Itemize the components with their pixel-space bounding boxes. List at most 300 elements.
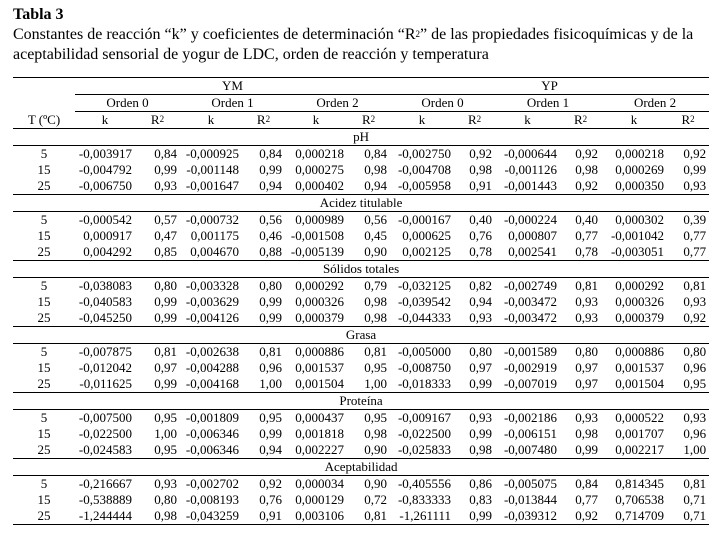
r2-value-cell: 0,39 — [683, 212, 707, 227]
temperature-cell: 15 — [37, 492, 51, 507]
r2-value-cell: 0,88 — [259, 244, 282, 259]
k-value-cell: 0,000275 — [295, 162, 344, 177]
k-value-cell: 0,001504 — [295, 376, 344, 391]
k-value-cell: 0,714709 — [601, 508, 667, 525]
r2-value-cell: 0,79 — [364, 278, 388, 293]
temperature-cell: 5 — [40, 146, 48, 161]
table-row — [13, 310, 709, 327]
k-value-cell: -0,011625 — [79, 376, 132, 391]
header-r2-base: R — [361, 112, 371, 127]
header-r2 — [242, 112, 285, 129]
k-value-cell: -0,004126 — [185, 310, 239, 325]
header-r2 — [560, 112, 601, 129]
k-value-cell: 0,000379 — [615, 310, 665, 325]
k-value-cell: -0,001148 — [186, 162, 239, 177]
k-value-cell: 0,002541 — [508, 244, 558, 259]
k-value-cell: -0,216667 — [78, 476, 132, 491]
k-value-cell: 0,000034 — [295, 476, 344, 491]
table-row — [13, 178, 709, 195]
r2-value-cell: 0,71 — [667, 508, 709, 525]
k-value-cell: 0,000522 — [615, 410, 665, 425]
r2-value-cell: 0,76 — [259, 492, 282, 507]
k-value-cell: 0,000350 — [615, 178, 665, 193]
r2-value-cell: 0,98 — [135, 508, 180, 525]
r2-value-cell: 0,99 — [154, 162, 177, 177]
r2-value-cell: 0,81 — [683, 476, 707, 491]
r2-value-cell: 0,93 — [683, 410, 707, 425]
k-value-cell: -0,039312 — [495, 508, 560, 525]
r2-value-cell: 0,40 — [575, 212, 599, 227]
header-k: k — [495, 112, 560, 129]
r2-value-cell: 0,94 — [469, 294, 493, 309]
k-value-cell: -0,043259 — [180, 508, 242, 525]
r2-value-cell: 0,72 — [364, 492, 388, 507]
k-value-cell: -0,000542 — [78, 212, 132, 227]
k-value-cell: -0,000224 — [503, 212, 558, 227]
k-value-cell: 0,000269 — [615, 162, 665, 177]
r2-value-cell: 0,92 — [259, 476, 282, 491]
r2-value-cell: 0,98 — [364, 294, 388, 309]
r2-value-cell: 0,97 — [575, 376, 599, 391]
r2-value-cell: 0,80 — [575, 344, 599, 359]
table-row — [13, 426, 709, 442]
r2-value-cell: 0,92 — [575, 146, 599, 161]
r2-value-cell: 0,97 — [575, 360, 599, 375]
header-order: Orden 0 — [75, 95, 180, 112]
header-r2 — [347, 112, 390, 129]
k-value-cell: -0,025833 — [397, 442, 452, 457]
k-value-cell: -0,000925 — [185, 146, 239, 161]
k-value-cell: 0,000302 — [615, 212, 665, 227]
table-row — [13, 376, 709, 393]
k-value-cell: 0,706538 — [615, 492, 665, 507]
k-value-cell: 0,002125 — [402, 244, 452, 259]
r2-value-cell: 0,99 — [454, 508, 495, 525]
r2-value-cell: 0,95 — [364, 410, 388, 425]
k-value-cell: 0,004292 — [83, 244, 132, 259]
r2-value-cell: 0,77 — [683, 228, 707, 243]
r2-value-cell: 0,99 — [259, 426, 282, 441]
r2-value-cell: 0,95 — [259, 410, 282, 425]
table-row — [13, 244, 709, 261]
k-value-cell: 0,000625 — [402, 228, 452, 243]
section-header-row — [13, 327, 709, 344]
header-r2-base: R — [467, 112, 477, 127]
header-r2-base: R — [681, 112, 691, 127]
header-order: Orden 2 — [601, 95, 709, 112]
r2-value-cell: 0,85 — [154, 244, 177, 259]
r2-value-cell: 0,94 — [259, 178, 282, 193]
r2-value-cell: 0,84 — [364, 146, 388, 161]
k-value-cell: 0,001175 — [190, 228, 239, 243]
k-value-cell: -1,261111 — [390, 508, 454, 525]
table-row — [13, 508, 709, 525]
temperature-cell: 15 — [37, 360, 51, 375]
k-value-cell: 0,003106 — [285, 508, 347, 525]
section-header-row — [13, 393, 709, 410]
r2-value-cell: 0,77 — [575, 228, 599, 243]
r2-value-cell: 0,84 — [259, 146, 282, 161]
k-value-cell: 0,000326 — [295, 294, 344, 309]
k-value-cell: -0,003472 — [503, 310, 558, 325]
temperature-cell: 25 — [13, 508, 75, 525]
r2-value-cell: 0,92 — [683, 146, 707, 161]
r2-value-cell: 0,97 — [469, 360, 493, 375]
k-value-cell: -0,003328 — [185, 278, 239, 293]
r2-value-cell: 0,80 — [683, 344, 707, 359]
k-value-cell: -0,045250 — [78, 310, 132, 325]
r2-value-cell: 0,40 — [469, 212, 493, 227]
r2-value-cell: 0,90 — [364, 476, 388, 491]
table-row — [13, 278, 709, 295]
r2-value-cell: 0,93 — [469, 310, 493, 325]
r2-value-cell: 0,47 — [154, 228, 177, 243]
header-r2-superscript: 2 — [265, 114, 271, 124]
r2-value-cell: 0,80 — [154, 492, 177, 507]
r2-value-cell: 0,76 — [469, 228, 493, 243]
r2-value-cell: 0,92 — [560, 508, 601, 525]
header-r2 — [454, 112, 495, 129]
temperature-cell: 5 — [40, 344, 48, 359]
header-r2-base: R — [150, 112, 160, 127]
r2-value-cell: 0,81 — [259, 344, 282, 359]
k-value-cell: -0,008193 — [185, 492, 239, 507]
k-value-cell: -0,009167 — [397, 410, 452, 425]
header-r2-superscript: 2 — [476, 114, 482, 124]
r2-value-cell: 1,00 — [154, 426, 177, 441]
r2-value-cell: 0,97 — [154, 360, 177, 375]
table-row — [13, 212, 709, 229]
k-value-cell: 0,000292 — [295, 278, 344, 293]
r2-value-cell: 0,83 — [469, 492, 493, 507]
table-row — [13, 228, 709, 244]
temperature-cell: 5 — [40, 410, 48, 425]
k-value-cell: -0,006346 — [185, 442, 239, 457]
temperature-cell: 25 — [37, 244, 51, 259]
k-value-cell: -0,002638 — [185, 344, 239, 359]
r2-value-cell: 0,45 — [364, 228, 388, 243]
table-row — [13, 492, 709, 508]
table-row — [13, 442, 709, 459]
k-value-cell: -0,000732 — [185, 212, 239, 227]
r2-value-cell: 0,81 — [347, 508, 390, 525]
k-value-cell: -0,013844 — [503, 492, 558, 507]
caption-text-end: ” de las propiedades fisicoquímicas y de la aceptabilidad sensorial de yogur de LDC, orden de reacción y temperatura — [13, 26, 694, 63]
k-value-cell: -0,006151 — [503, 426, 558, 441]
k-value-cell: -0,001508 — [290, 228, 344, 243]
r2-value-cell: 0,98 — [364, 426, 388, 441]
k-value-cell: -0,000167 — [397, 212, 452, 227]
k-value-cell: -1,244444 — [75, 508, 135, 525]
section-header-row — [13, 129, 709, 146]
k-value-cell: -0,001647 — [185, 178, 239, 193]
r2-value-cell: 0,99 — [469, 376, 493, 391]
r2-value-cell: 0,99 — [154, 310, 177, 325]
r2-value-cell: 0,92 — [683, 310, 707, 325]
k-value-cell: 0,002227 — [295, 442, 344, 457]
r2-value-cell: 0,99 — [259, 294, 282, 309]
r2-value-cell: 0,77 — [575, 492, 599, 507]
k-value-cell: -0,538889 — [78, 492, 132, 507]
r2-value-cell: 0,93 — [575, 294, 599, 309]
header-r2-superscript: 2 — [159, 114, 165, 124]
temperature-cell: 5 — [40, 476, 48, 491]
r2-value-cell: 0,90 — [364, 244, 388, 259]
r2-value-cell: 0,56 — [259, 212, 282, 227]
k-value-cell: -0,005000 — [397, 344, 452, 359]
k-value-cell: -0,005139 — [290, 244, 344, 259]
k-value-cell: -0,005958 — [397, 178, 452, 193]
r2-value-cell: 0,96 — [259, 360, 282, 375]
k-value-cell: 0,000402 — [295, 178, 344, 193]
table-row — [13, 294, 709, 310]
k-value-cell: -0,001809 — [185, 410, 239, 425]
r2-value-cell: 0,84 — [154, 146, 177, 161]
r2-value-cell: 0,92 — [575, 178, 599, 193]
table-caption — [13, 25, 713, 65]
r2-value-cell: 0,98 — [575, 162, 599, 177]
r2-value-cell: 0,96 — [683, 360, 707, 375]
k-value-cell: -0,003917 — [78, 146, 132, 161]
k-value-cell: 0,004670 — [190, 244, 239, 259]
header-row-groups — [13, 78, 709, 95]
k-value-cell: -0,007875 — [78, 344, 132, 359]
temperature-cell: 15 — [37, 294, 51, 309]
r2-value-cell: 0,98 — [469, 162, 493, 177]
k-value-cell: -0,032125 — [397, 278, 452, 293]
k-value-cell: 0,000989 — [295, 212, 344, 227]
r2-value-cell: 0,46 — [259, 228, 282, 243]
header-k: k — [285, 112, 347, 129]
k-value-cell: -0,001589 — [503, 344, 558, 359]
r2-value-cell: 0,98 — [364, 310, 388, 325]
r2-value-cell: 0,98 — [469, 442, 493, 457]
r2-value-cell: 0,77 — [683, 244, 707, 259]
header-temperature: T (ºC) — [13, 112, 75, 129]
kinetics-table — [13, 77, 709, 525]
r2-value-cell: 0,80 — [154, 278, 177, 293]
temperature-cell: 15 — [37, 228, 51, 243]
table-row — [13, 410, 709, 427]
table-row — [13, 162, 709, 178]
temperature-cell: 15 — [37, 162, 51, 177]
header-order: Orden 1 — [180, 95, 285, 112]
k-value-cell: -0,405556 — [397, 476, 452, 491]
k-value-cell: -0,004168 — [185, 376, 239, 391]
header-empty-cell — [13, 78, 75, 95]
section-header-row — [13, 195, 709, 212]
header-k: k — [75, 112, 135, 129]
section-header-row — [13, 261, 709, 278]
r2-value-cell: 1,00 — [683, 442, 707, 457]
r2-value-cell: 0,95 — [154, 442, 177, 457]
k-value-cell: 0,000437 — [295, 410, 344, 425]
k-value-cell: 0,002217 — [615, 442, 665, 457]
k-value-cell: -0,004792 — [78, 162, 132, 177]
k-value-cell: -0,024583 — [78, 442, 132, 457]
r2-value-cell: 0,93 — [683, 178, 707, 193]
header-k: k — [180, 112, 242, 129]
r2-value-cell: 0,98 — [364, 162, 388, 177]
r2-value-cell: 0,99 — [154, 294, 177, 309]
r2-value-cell: 0,93 — [683, 294, 707, 309]
header-order: Orden 1 — [495, 95, 601, 112]
k-value-cell: -0,001042 — [610, 228, 665, 243]
header-r2-superscript: 2 — [690, 114, 695, 124]
r2-value-cell: 0,95 — [154, 410, 177, 425]
r2-value-cell: 0,92 — [469, 146, 493, 161]
r2-value-cell: 0,95 — [683, 376, 707, 391]
k-value-cell: -0,002919 — [503, 360, 558, 375]
r2-value-cell: 0,82 — [469, 278, 493, 293]
r2-value-cell: 0,99 — [683, 162, 707, 177]
header-empty-cell — [13, 95, 75, 112]
k-value-cell: -0,039542 — [397, 294, 452, 309]
header-r2 — [135, 112, 180, 129]
k-value-cell: 0,000807 — [508, 228, 558, 243]
header-r2-superscript: 2 — [582, 114, 588, 124]
r2-value-cell: 1,00 — [364, 376, 388, 391]
header-order: Orden 0 — [390, 95, 495, 112]
k-value-cell: 0,814345 — [615, 476, 665, 491]
k-value-cell: -0,022500 — [397, 426, 452, 441]
k-value-cell: 0,000917 — [83, 228, 132, 243]
r2-value-cell: 0,99 — [469, 426, 493, 441]
r2-value-cell: 0,93 — [575, 310, 599, 325]
r2-value-cell: 0,94 — [364, 178, 388, 193]
k-value-cell: -0,040583 — [78, 294, 132, 309]
header-r2-superscript: 2 — [370, 114, 376, 124]
k-value-cell: 0,001537 — [615, 360, 665, 375]
r2-value-cell: 0,94 — [259, 442, 282, 457]
r2-value-cell: 0,93 — [469, 410, 493, 425]
k-value-cell: -0,006750 — [78, 178, 132, 193]
r2-value-cell: 0,81 — [575, 278, 599, 293]
k-value-cell: 0,001707 — [615, 426, 665, 441]
section-header-row — [13, 459, 709, 476]
header-k: k — [390, 112, 454, 129]
table-row — [13, 360, 709, 376]
k-value-cell: -0,007480 — [503, 442, 558, 457]
k-value-cell: -0,022500 — [78, 426, 132, 441]
r2-value-cell: 0,93 — [575, 410, 599, 425]
header-order: Orden 2 — [285, 95, 390, 112]
table-row — [13, 344, 709, 361]
r2-value-cell: 0,99 — [259, 310, 282, 325]
k-value-cell: 0,001504 — [615, 376, 665, 391]
k-value-cell: -0,000644 — [503, 146, 558, 161]
header-group-yp: YP — [390, 78, 709, 95]
r2-value-cell: 0,90 — [364, 442, 388, 457]
r2-value-cell: 0,78 — [575, 244, 599, 259]
caption-superscript: 2 — [415, 29, 420, 39]
k-value-cell: 0,000292 — [615, 278, 665, 293]
k-value-cell: -0,003472 — [503, 294, 558, 309]
temperature-cell: 5 — [40, 278, 48, 293]
k-value-cell: -0,004288 — [185, 360, 239, 375]
caption-text-start: Constantes de reacción “k” y coeficientes de determinación “R — [13, 26, 416, 43]
header-k: k — [601, 112, 667, 129]
k-value-cell: -0,006346 — [185, 426, 239, 441]
r2-value-cell: 0,81 — [364, 344, 388, 359]
k-value-cell: 0,000886 — [615, 344, 665, 359]
r2-value-cell: 0,81 — [683, 278, 707, 293]
k-value-cell: -0,044333 — [397, 310, 452, 325]
k-value-cell: -0,012042 — [78, 360, 132, 375]
k-value-cell: -0,018333 — [397, 376, 452, 391]
k-value-cell: -0,002702 — [185, 476, 239, 491]
r2-value-cell: 1,00 — [259, 376, 282, 391]
r2-value-cell: 0,99 — [575, 442, 599, 457]
table-number-title: Tabla 3 — [13, 6, 64, 23]
header-row-orders — [13, 95, 709, 112]
r2-value-cell: 0,56 — [364, 212, 388, 227]
header-r2 — [667, 112, 709, 129]
k-value-cell: 0,000218 — [295, 146, 344, 161]
r2-value-cell: 0,80 — [469, 344, 493, 359]
section-title: Acidez titulable — [13, 195, 709, 212]
k-value-cell: -0,003629 — [185, 294, 239, 309]
r2-value-cell: 0,95 — [364, 360, 388, 375]
temperature-cell: 25 — [37, 376, 51, 391]
k-value-cell: 0,000218 — [615, 146, 665, 161]
header-row-params — [13, 112, 709, 129]
k-value-cell: 0,001537 — [295, 360, 344, 375]
r2-value-cell: 0,57 — [154, 212, 177, 227]
k-value-cell: -0,002749 — [503, 278, 558, 293]
section-title: Sólidos totales — [13, 261, 709, 278]
r2-value-cell: 0,86 — [469, 476, 493, 491]
k-value-cell: 0,001818 — [295, 426, 344, 441]
k-value-cell: -0,007500 — [78, 410, 132, 425]
r2-value-cell: 0,98 — [575, 426, 599, 441]
k-value-cell: -0,038083 — [78, 278, 132, 293]
section-title: Aceptabilidad — [13, 459, 709, 476]
k-value-cell: -0,005075 — [503, 476, 558, 491]
k-value-cell: -0,007019 — [503, 376, 558, 391]
temperature-cell: 15 — [37, 426, 51, 441]
k-value-cell: 0,000129 — [295, 492, 344, 507]
r2-value-cell: 0,80 — [259, 278, 282, 293]
temperature-cell: 5 — [40, 212, 48, 227]
k-value-cell: 0,000326 — [615, 294, 665, 309]
r2-value-cell: 0,91 — [242, 508, 285, 525]
k-value-cell: -0,008750 — [397, 360, 452, 375]
r2-value-cell: 0,99 — [259, 162, 282, 177]
temperature-cell: 25 — [37, 442, 51, 457]
k-value-cell: -0,003051 — [610, 244, 665, 259]
temperature-cell: 25 — [37, 178, 51, 193]
r2-value-cell: 0,96 — [683, 426, 707, 441]
section-title: Proteína — [13, 393, 709, 410]
section-title: pH — [13, 129, 709, 146]
r2-value-cell: 0,93 — [154, 178, 177, 193]
k-value-cell: -0,001126 — [504, 162, 558, 177]
table-body — [13, 78, 709, 525]
k-value-cell: 0,000886 — [295, 344, 344, 359]
r2-value-cell: 0,71 — [683, 492, 707, 507]
r2-value-cell: 0,81 — [154, 344, 177, 359]
k-value-cell: 0,000379 — [295, 310, 344, 325]
table-row — [13, 476, 709, 493]
table-row — [13, 146, 709, 163]
r2-value-cell: 0,78 — [469, 244, 493, 259]
r2-value-cell: 0,91 — [469, 178, 493, 193]
k-value-cell: -0,002750 — [397, 146, 452, 161]
header-group-ym: YM — [75, 78, 390, 95]
k-value-cell: -0,001443 — [503, 178, 558, 193]
k-value-cell: -0,004708 — [397, 162, 452, 177]
